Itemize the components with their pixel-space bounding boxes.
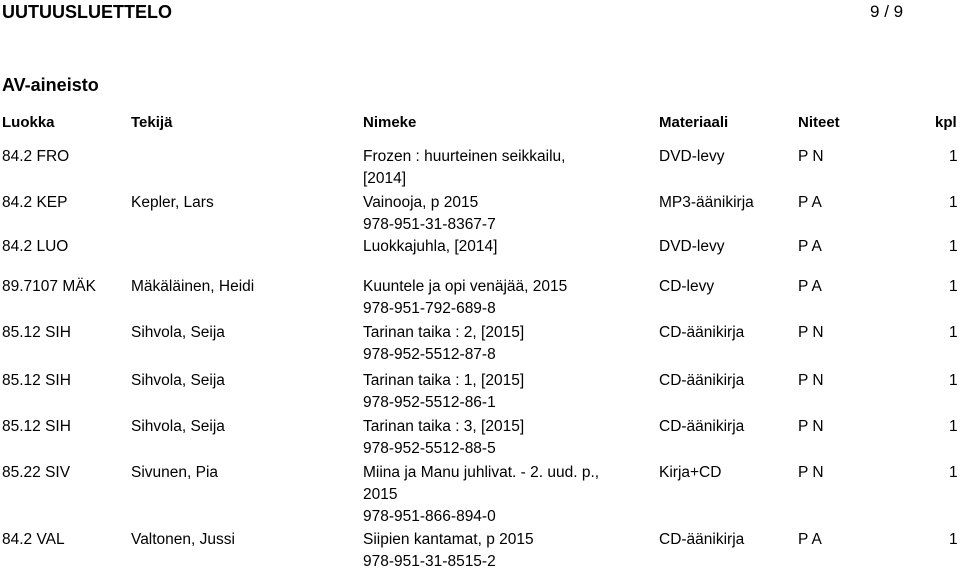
nimeke-isbn: 978-951-792-689-8 [363,300,496,317]
cell-luokka: 85.12 SIH [2,372,71,389]
cell-nimeke [363,276,567,320]
cell-luokka: 84.2 LUO [2,238,69,255]
nimeke-title: Luokkajuhla, [2014] [363,238,498,255]
cell-nimeke [363,146,565,190]
document-title: UUTUUSLUETTELO [2,2,172,22]
cell-tekija: Mäkäläinen, Heidi [131,278,255,295]
cell-niteet: P N [798,372,824,389]
cell-luokka: 85.22 SIV [2,464,71,481]
cell-nimeke [363,322,524,366]
cell-kpl: 1 [949,278,958,295]
nimeke-isbn: 978-952-5512-86-1 [363,394,496,411]
cell-niteet: P N [798,148,824,165]
section-title: AV-aineisto [2,75,99,95]
nimeke-isbn: 978-951-31-8515-2 [363,553,496,570]
column-header-luokka: Luokka [2,114,55,131]
cell-materiaali: CD-äänikirja [659,531,745,548]
cell-materiaali: Kirja+CD [659,464,722,481]
cell-materiaali: CD-äänikirja [659,324,745,341]
cell-nimeke [363,529,534,573]
cell-materiaali: DVD-levy [659,238,725,255]
cell-nimeke [363,236,497,258]
cell-materiaali: CD-levy [659,278,715,295]
nimeke-year: 2015 [363,486,398,503]
cell-kpl: 1 [949,464,958,481]
column-header-materiaali: Materiaali [659,114,729,131]
page-current: 9 [870,2,880,21]
cell-kpl: 1 [949,372,958,389]
cell-luokka: 84.2 VAL [2,531,65,548]
cell-tekija: Sihvola, Seija [131,372,225,389]
nimeke-title: Tarinan taika : 1, [2015] [363,372,525,389]
cell-nimeke [363,416,524,460]
column-header-tekija: Tekijä [131,114,173,131]
cell-niteet: P A [798,278,822,295]
nimeke-isbn: 978-951-866-894-0 [363,508,496,525]
nimeke-title: Tarinan taika : 3, [2015] [363,418,525,435]
cell-materiaali: DVD-levy [659,148,725,165]
nimeke-title: Kuuntele ja opi venäjää, 2015 [363,278,568,295]
nimeke-title: Siipien kantamat, p 2015 [363,531,534,548]
cell-kpl: 1 [949,324,958,341]
page-total: 9 [893,2,904,21]
cell-materiaali: CD-äänikirja [659,372,745,389]
nimeke-isbn: 978-952-5512-88-5 [363,440,496,457]
cell-kpl: 1 [949,238,958,255]
column-header-kpl: kpl [935,114,957,131]
cell-tekija: Valtonen, Jussi [131,531,235,548]
nimeke-isbn: 978-951-31-8367-7 [363,216,496,233]
cell-niteet: P N [798,464,824,481]
cell-materiaali: CD-äänikirja [659,418,745,435]
cell-tekija: Sivunen, Pia [131,464,219,481]
cell-luokka: 85.12 SIH [2,418,71,435]
cell-tekija: Sihvola, Seija [131,324,225,341]
cell-kpl: 1 [949,148,958,165]
cell-nimeke [363,370,524,414]
cell-luokka: 85.12 SIH [2,324,71,341]
cell-niteet: P A [798,194,822,211]
cell-niteet: P N [798,418,824,435]
cell-niteet: P A [798,531,822,548]
nimeke-title: Miina ja Manu juhlivat. - 2. uud. p., [363,464,600,481]
cell-tekija: Kepler, Lars [131,194,214,211]
column-header-niteet: Niteet [798,114,840,131]
cell-luokka: 84.2 FRO [2,148,70,165]
cell-kpl: 1 [949,531,958,548]
cell-niteet: P A [798,238,822,255]
column-header-nimeke: Nimeke [363,114,417,131]
nimeke-title: Vainooja, p 2015 [363,194,479,211]
nimeke-title: Tarinan taika : 2, [2015] [363,324,525,341]
cell-tekija: Sihvola, Seija [131,418,225,435]
cell-kpl: 1 [949,418,958,435]
nimeke-title: Frozen : huurteinen seikkailu, [363,148,566,165]
nimeke-year: [2014] [363,170,407,187]
cell-nimeke [363,462,599,528]
cell-luokka: 84.2 KEP [2,194,68,211]
page-number [870,2,903,22]
page-separator: / [884,2,889,21]
cell-luokka: 89.7107 MÄK [2,278,96,295]
nimeke-isbn: 978-952-5512-87-8 [363,346,496,363]
cell-niteet: P N [798,324,824,341]
cell-nimeke [363,192,496,236]
cell-materiaali: MP3-äänikirja [659,194,754,211]
cell-kpl: 1 [949,194,958,211]
